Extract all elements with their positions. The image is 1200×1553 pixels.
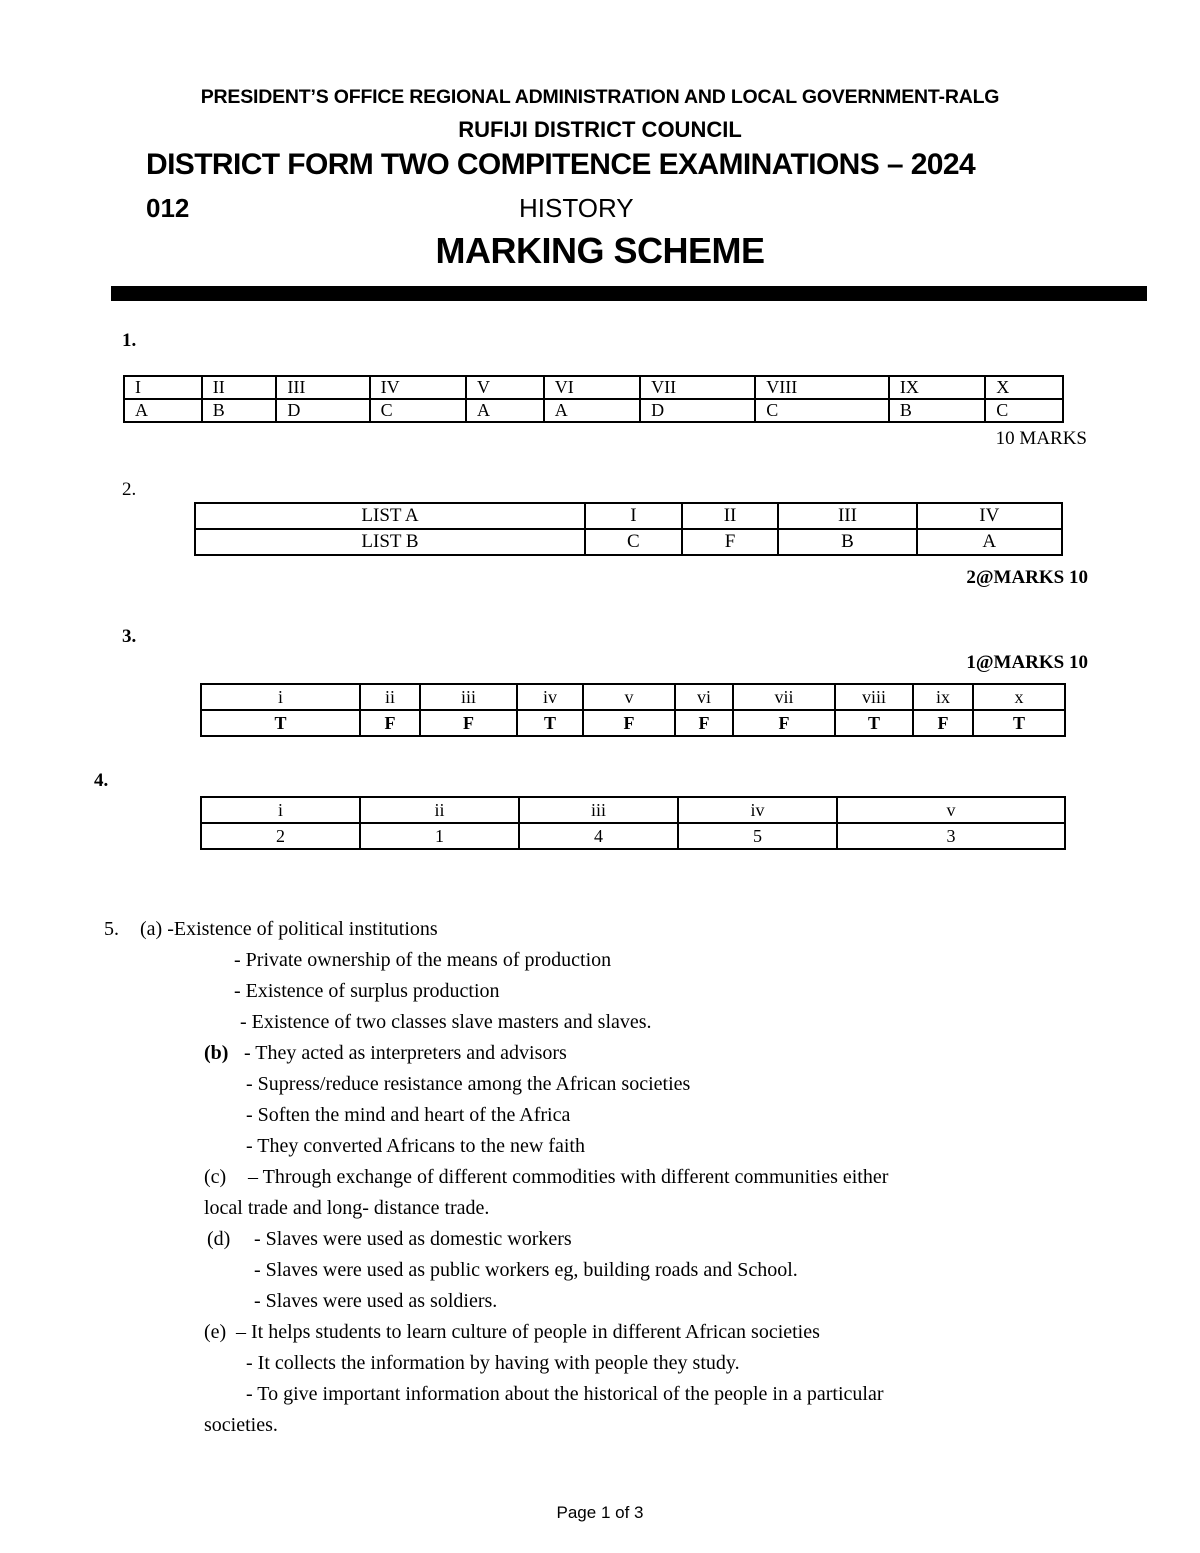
q4-item: iv xyxy=(678,797,837,823)
q4-answers-row xyxy=(201,823,1065,849)
q5-line: - They converted Africans to the new faith xyxy=(246,1135,585,1157)
q2-list-a-item: IV xyxy=(917,503,1062,529)
q5-line: societies. xyxy=(204,1414,278,1436)
q1-answer: B xyxy=(202,399,277,422)
q4-matching-table xyxy=(200,796,1066,850)
office-heading: PRESIDENT’S OFFICE REGIONAL ADMINISTRATION AND LOCAL GOVERNMENT-RALG xyxy=(200,86,1000,108)
q1-item: III xyxy=(276,376,369,399)
q3-answer: F xyxy=(420,710,517,736)
q3-answer: T xyxy=(201,710,360,736)
q4-items-row xyxy=(201,797,1065,823)
q2-matching-table xyxy=(194,502,1063,556)
q1-answer: C xyxy=(755,399,889,422)
subject-name: HISTORY xyxy=(519,193,634,223)
q1-answers-row xyxy=(124,399,1063,422)
exam-heading: DISTRICT FORM TWO COMPITENCE EXAMINATIONS – 2024 xyxy=(146,148,976,181)
q5-part-e-label: (e) xyxy=(204,1321,227,1343)
q5-line: - Soften the mind and heart of the Africa xyxy=(246,1104,571,1126)
q3-answer: F xyxy=(360,710,420,736)
q3-answer: T xyxy=(517,710,583,736)
q2-list-b-item: F xyxy=(682,529,779,555)
q1-item: IX xyxy=(889,376,985,399)
q1-answer-table xyxy=(123,375,1064,423)
q5-line: – It helps students to learn culture of people in different African societies xyxy=(236,1321,820,1343)
q5-line: (a) -Existence of political institutions xyxy=(140,918,438,940)
q1-number: 1. xyxy=(122,330,137,351)
q5-line: - Supress/reduce resistance among the African societies xyxy=(246,1073,691,1095)
q5-line: - To give important information about the historical of the people in a particular xyxy=(246,1383,884,1405)
q1-item: VIII xyxy=(755,376,889,399)
q3-answer: F xyxy=(913,710,973,736)
q5-part-b-label: (b) xyxy=(204,1042,229,1064)
q3-item: ix xyxy=(913,684,973,710)
q1-item: VII xyxy=(640,376,755,399)
q1-answer: D xyxy=(640,399,755,422)
q2-list-a-row xyxy=(195,503,1062,529)
q3-items-row xyxy=(201,684,1065,710)
q4-answer: 2 xyxy=(201,823,360,849)
q3-answer: T xyxy=(973,710,1065,736)
q5-part-d-label: (d) xyxy=(207,1228,231,1250)
q3-answer: F xyxy=(733,710,835,736)
q3-answers-row xyxy=(201,710,1065,736)
q1-answer: A xyxy=(466,399,544,422)
q5-part-c-label: (c) xyxy=(204,1166,227,1188)
q4-number: 4. xyxy=(94,770,109,791)
q3-item: i xyxy=(201,684,360,710)
q5-line: - Existence of surplus production xyxy=(234,980,500,1002)
q1-answer: D xyxy=(276,399,369,422)
q3-answer: F xyxy=(583,710,675,736)
q2-list-b-row xyxy=(195,529,1062,555)
q4-answer: 5 xyxy=(678,823,837,849)
q1-answer: A xyxy=(124,399,202,422)
q3-item: iv xyxy=(517,684,583,710)
q1-marks: 10 MARKS xyxy=(995,428,1087,449)
q1-answer: C xyxy=(370,399,466,422)
q3-answer: T xyxy=(835,710,913,736)
q4-answer: 1 xyxy=(360,823,519,849)
q1-item: X xyxy=(985,376,1063,399)
q4-item: ii xyxy=(360,797,519,823)
subject-code: 012 xyxy=(146,193,190,223)
q1-item: V xyxy=(466,376,544,399)
q4-answer: 4 xyxy=(519,823,678,849)
q1-answer: B xyxy=(889,399,985,422)
q2-list-b-item: B xyxy=(778,529,916,555)
q2-list-a-item: III xyxy=(778,503,916,529)
q5-line: - It collects the information by having with people they study. xyxy=(246,1352,740,1374)
q5-line: - Existence of two classes slave masters and slaves. xyxy=(240,1011,652,1033)
q2-list-b-label: LIST B xyxy=(195,529,585,555)
q1-item: II xyxy=(202,376,277,399)
q2-list-a-item: II xyxy=(682,503,779,529)
q1-answer: A xyxy=(544,399,640,422)
q4-item: i xyxy=(201,797,360,823)
q5-number: 5. xyxy=(104,918,119,940)
q2-list-a-label: LIST A xyxy=(195,503,585,529)
header-divider xyxy=(111,286,1147,301)
q3-answer: F xyxy=(675,710,733,736)
council-heading: RUFIJI DISTRICT COUNCIL xyxy=(458,117,742,142)
q3-item: viii xyxy=(835,684,913,710)
q1-item: I xyxy=(124,376,202,399)
q4-item: v xyxy=(837,797,1065,823)
q3-item: v xyxy=(583,684,675,710)
q2-list-b-item: C xyxy=(585,529,682,555)
q1-item: IV xyxy=(370,376,466,399)
q5-line: - Slaves were used as soldiers. xyxy=(254,1290,498,1312)
q3-true-false-table xyxy=(200,683,1066,737)
q3-item: ii xyxy=(360,684,420,710)
document-title: MARKING SCHEME xyxy=(435,230,765,271)
q3-item: vi xyxy=(675,684,733,710)
q3-item: x xyxy=(973,684,1065,710)
q5-line: – Through exchange of different commodities with different communities either xyxy=(248,1166,889,1188)
q2-marks: 2@MARKS 10 xyxy=(966,567,1088,588)
q3-marks: 1@MARKS 10 xyxy=(966,652,1088,673)
q1-answer: C xyxy=(985,399,1063,422)
q3-number: 3. xyxy=(122,626,137,647)
q1-item: VI xyxy=(544,376,640,399)
q2-number: 2. xyxy=(122,479,137,500)
q3-item: iii xyxy=(420,684,517,710)
q5-line: - They acted as interpreters and advisors xyxy=(244,1042,567,1064)
q2-list-a-item: I xyxy=(585,503,682,529)
q3-item: vii xyxy=(733,684,835,710)
q4-answer: 3 xyxy=(837,823,1065,849)
q4-item: iii xyxy=(519,797,678,823)
q5-line: local trade and long- distance trade. xyxy=(204,1197,490,1219)
q5-line: - Private ownership of the means of production xyxy=(234,949,612,971)
q2-list-b-item: A xyxy=(917,529,1062,555)
q5-line: - Slaves were used as domestic workers xyxy=(254,1228,572,1250)
q5-line: - Slaves were used as public workers eg, building roads and School. xyxy=(254,1259,798,1281)
q1-items-row xyxy=(124,376,1063,399)
page-number: Page 1 of 3 xyxy=(556,1503,644,1522)
